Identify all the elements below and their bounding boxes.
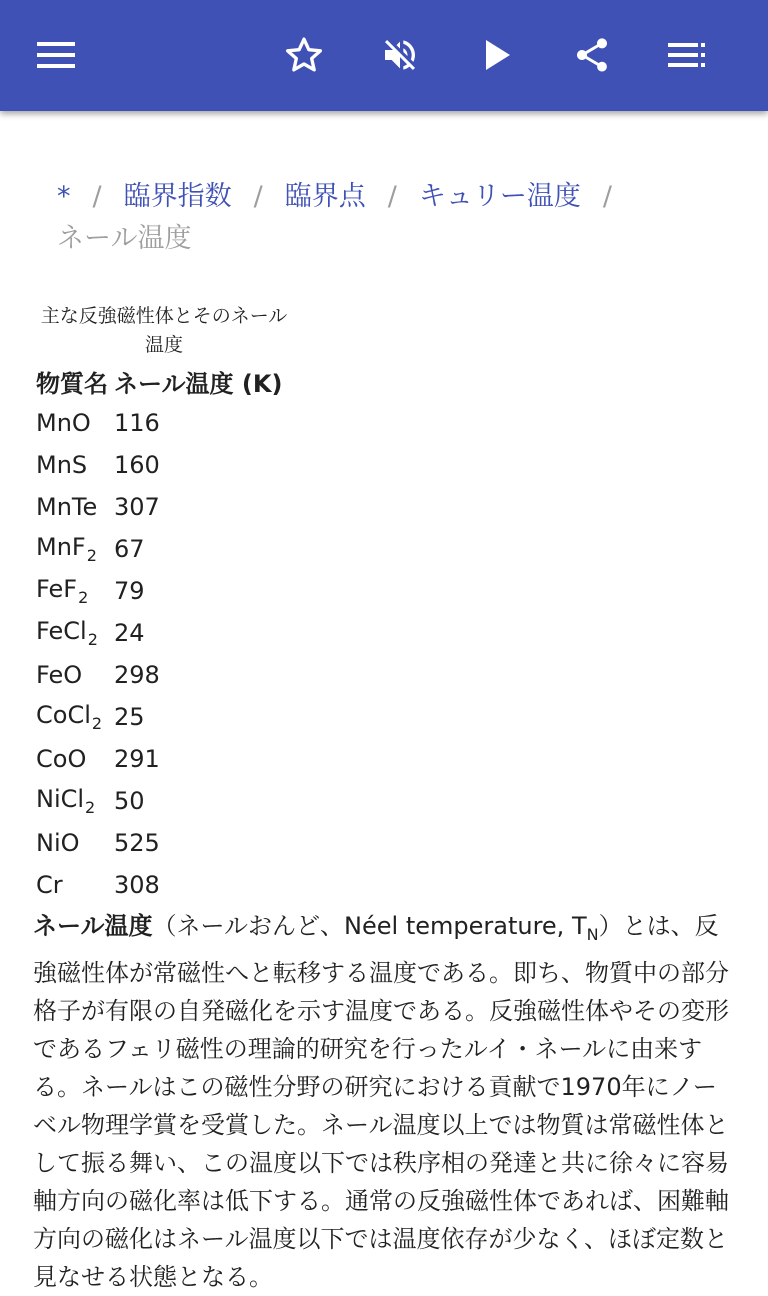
article-intro: （ネールおんど、Néel temperature, T [152, 912, 587, 940]
substance-name: MnF [36, 533, 86, 561]
table-row [33, 402, 285, 444]
substance-cell: MnTe [36, 493, 98, 521]
hamburger-menu-icon [37, 41, 75, 69]
substance-cell [33, 570, 111, 612]
table-row [33, 486, 285, 528]
table-header-row [33, 360, 285, 402]
neel-temp-cell: 307 [114, 493, 160, 521]
breadcrumb-item-critical-exponent[interactable]: 臨界指数 [123, 181, 232, 212]
neel-temp-cell: 79 [114, 577, 145, 605]
article-body: ）とは、反強磁性体が常磁性へと転移する温度である。即ち、物質中の部分格子が有限の自発磁化を示す温度である。反強磁性体やその変形であるフェリ磁性の理論的研究を行ったルイ・ネールに由来する。ネールはこの磁性分野の研究における貢献で1970年にノーベル物理学賞を受賞した。ネール温度以上では物質は常磁性体として振る舞い、この温度以下では秩序相の発達と共に徐々に容易軸方向の磁化率は低下する。通常の反強磁性体であれば、困難軸方向の磁化はネール温度以下では温度依存が少なく、ほぼ定数と見なせる状態となる。 [33, 912, 729, 1291]
table-row [33, 864, 285, 906]
substance-cell [33, 780, 111, 822]
breadcrumb-item-critical-point[interactable]: 臨界点 [284, 181, 366, 212]
substance-cell [33, 612, 111, 654]
neel-temp-cell: 291 [114, 745, 160, 773]
table-row [33, 570, 285, 612]
breadcrumb-separator: / [92, 181, 102, 212]
substance-cell [33, 528, 111, 570]
substance-subscript: 2 [91, 714, 103, 733]
column-header-substance: 物質名 [36, 369, 108, 398]
article-text [33, 907, 738, 1296]
mute-button[interactable] [376, 31, 424, 79]
neel-temp-cell: 50 [114, 787, 145, 815]
substance-subscript: 2 [78, 588, 89, 607]
neel-temp-cell: 67 [114, 535, 145, 563]
substance-name: FeCl [36, 617, 87, 645]
substance-name: NiCl [36, 785, 85, 813]
substance-subscript: 2 [85, 798, 96, 817]
substance-name: CoCl [36, 701, 91, 729]
table-row [33, 654, 285, 696]
breadcrumb-separator: / [602, 181, 612, 212]
breadcrumb-item-home[interactable]: * [57, 181, 71, 212]
breadcrumb-item-curie-temperature[interactable]: キュリー温度 [418, 181, 581, 212]
table-row [33, 822, 285, 864]
bookmark-button[interactable] [280, 31, 328, 79]
substance-cell [33, 696, 111, 738]
volume-off-icon [380, 35, 420, 75]
play-button[interactable] [474, 31, 522, 79]
table-caption: 主な反強磁性体とそのネール温度 [40, 305, 288, 356]
substance-cell: MnS [36, 451, 88, 479]
breadcrumb-separator: / [253, 181, 263, 212]
substance-cell: Cr [36, 871, 63, 899]
column-header-neel-temp: ネール温度 (K) [114, 369, 283, 398]
neel-temp-cell: 298 [114, 661, 160, 689]
play-icon [484, 39, 512, 71]
breadcrumb-current: ネール温度 [57, 223, 192, 254]
table-row [33, 738, 285, 780]
table-row [33, 444, 285, 486]
neel-temp-cell: 116 [114, 409, 160, 437]
star-outline-icon [284, 35, 324, 75]
menu-button[interactable] [32, 31, 80, 79]
article-intro-subscript: N [586, 925, 599, 944]
neel-temp-cell: 525 [114, 829, 160, 857]
table-row [33, 612, 285, 654]
neel-temperature-table [33, 360, 285, 906]
substance-subscript: 2 [87, 630, 98, 649]
substance-cell: CoO [36, 745, 87, 773]
neel-temp-cell: 24 [114, 619, 145, 647]
playlist-button[interactable] [664, 31, 712, 79]
substance-subscript: 2 [86, 546, 97, 565]
neel-temp-cell: 25 [114, 703, 145, 731]
substance-cell: FeO [36, 661, 83, 689]
share-button[interactable] [568, 31, 616, 79]
table-body [33, 402, 285, 906]
share-icon [572, 34, 612, 76]
breadcrumb-separator: / [387, 181, 397, 212]
neel-temp-cell: 308 [114, 871, 160, 899]
neel-temp-cell: 160 [114, 451, 160, 479]
table-row [33, 696, 285, 738]
substance-name: FeF [36, 575, 78, 603]
playlist-icon [668, 40, 708, 70]
substance-cell: NiO [36, 829, 80, 857]
breadcrumb [57, 176, 747, 260]
app-bar [0, 0, 768, 111]
table-row [33, 780, 285, 822]
article-term: ネール温度 [33, 912, 153, 940]
substance-cell: MnO [36, 409, 91, 437]
table-row [33, 528, 285, 570]
